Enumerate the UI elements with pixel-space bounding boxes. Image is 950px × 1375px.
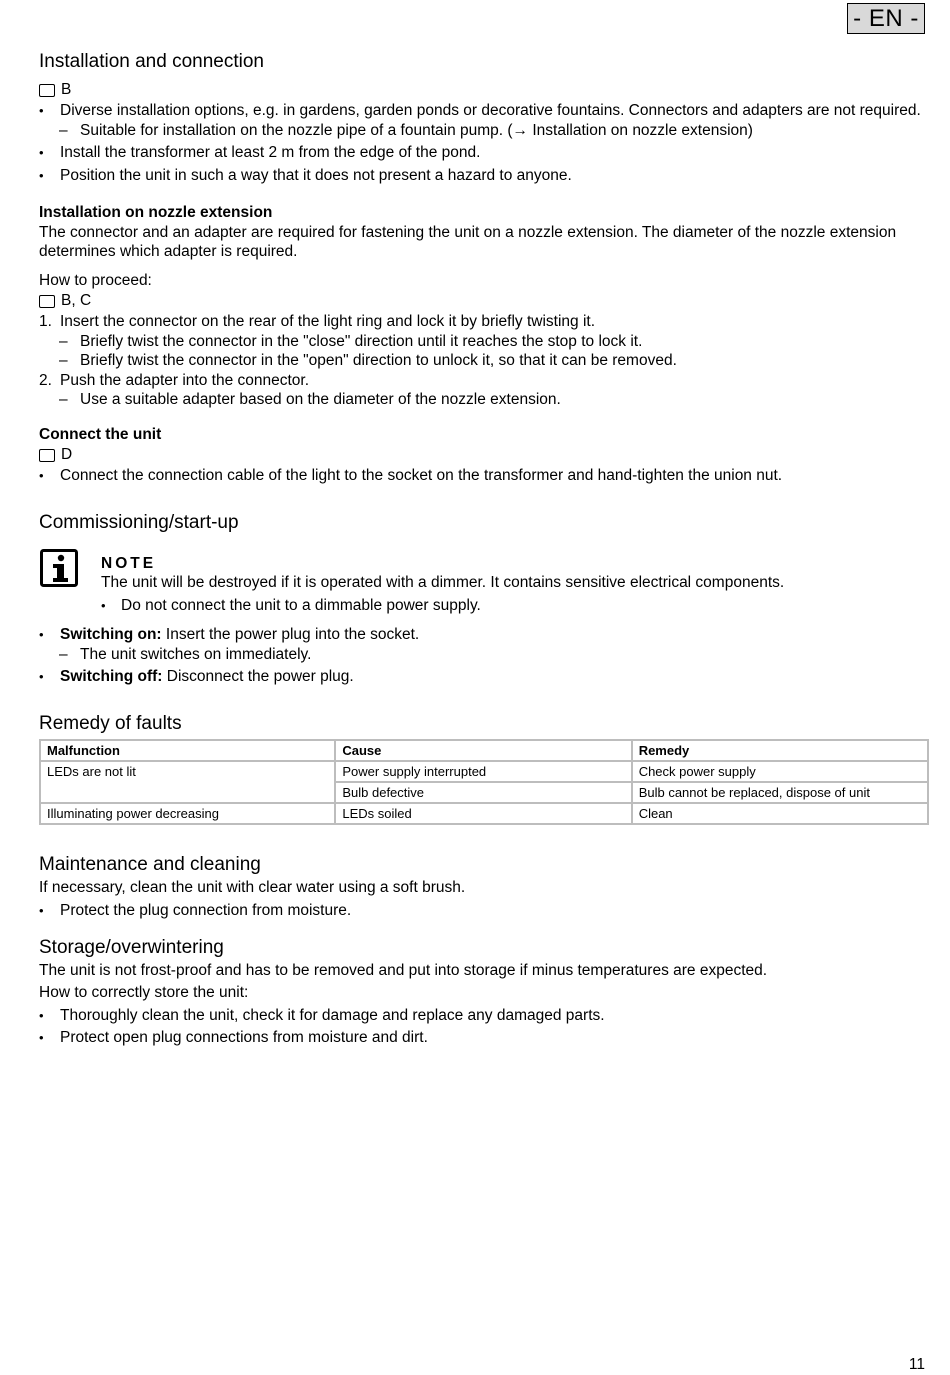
commissioning-section	[39, 511, 929, 687]
list-item: • Do not connect the unit to a dimmable power supply.	[101, 596, 929, 616]
step-number: 2.	[39, 371, 52, 389]
info-icon	[40, 549, 78, 587]
storage-list	[39, 1006, 929, 1048]
nozzle-heading: Installation on nozzle extension	[39, 204, 273, 221]
list-item: • Protect the plug connection from moisture.	[39, 901, 929, 921]
column-header: Malfunction	[40, 740, 335, 761]
table-row	[40, 803, 928, 824]
switching-on-text: Insert the power plug into the socket.	[161, 626, 420, 643]
list-item	[39, 625, 929, 664]
table-row	[40, 761, 928, 782]
table-cell: Bulb cannot be replaced, dispose of unit	[632, 782, 928, 803]
storage-text: The unit is not frost-proof and has to be removed and put into storage if minus temperatures are expected.	[39, 961, 768, 979]
figure-reference	[39, 290, 929, 312]
page-number: 11	[908, 1356, 925, 1373]
step-item	[39, 371, 929, 410]
note-title: NOTE	[101, 554, 157, 572]
list-item	[39, 667, 929, 687]
step-number: 1.	[39, 313, 52, 330]
figure-reference	[39, 79, 929, 101]
steps-list	[39, 312, 929, 410]
commissioning-heading: Commissioning/start-up	[39, 511, 239, 533]
table-cell: Check power supply	[632, 761, 928, 782]
faults-heading: Remedy of faults	[39, 712, 182, 734]
language-badge: - EN -	[847, 3, 925, 34]
nozzle-section	[39, 203, 929, 410]
column-header: Remedy	[632, 740, 928, 761]
figure-reference-label: B	[61, 81, 72, 99]
switching-list	[39, 625, 929, 687]
note-list	[101, 596, 929, 616]
column-header: Cause	[335, 740, 631, 761]
figure-book-icon	[39, 295, 55, 308]
list-item: • Connect the connection cable of the light to the socket on the transformer and hand-tighten the union nut.	[39, 466, 929, 486]
maintenance-heading: Maintenance and cleaning	[39, 853, 261, 875]
storage-how: How to correctly store the unit:	[39, 984, 249, 1001]
step-text: Insert the connector on the rear of the light ring and lock it by briefly twisting it.	[60, 313, 596, 330]
table-cell: Power supply interrupted	[335, 761, 631, 782]
nozzle-intro: The connector and an adapter are required for fastening the unit on a nozzle extension. The diameter of the nozzle extension determines which adapter is required.	[39, 223, 897, 260]
installation-section	[39, 50, 929, 185]
sub-list-item: – The unit switches on immediately.	[39, 645, 929, 665]
step-item	[39, 312, 929, 371]
switching-on-label: Switching on:	[60, 626, 162, 643]
figure-book-icon	[39, 449, 55, 462]
list-item: • Position the unit in such a way that it does not present a hazard to anyone.	[39, 166, 929, 186]
step-text: Push the adapter into the connector.	[60, 371, 310, 389]
list-item: • Install the transformer at least 2 m from the edge of the pond.	[39, 143, 929, 163]
table-cell: Bulb defective	[335, 782, 631, 803]
sub-list-item: – Use a suitable adapter based on the diameter of the nozzle extension.	[39, 390, 929, 410]
page-content	[39, 50, 929, 1051]
sub-list-item: – Briefly twist the connector in the "open" direction to unlock it, so that it can be removed.	[39, 351, 929, 371]
note-text: The unit will be destroyed if it is operated with a dimmer. It contains sensitive electrical components.	[101, 574, 785, 591]
table-cell: LEDs soiled	[335, 803, 631, 824]
installation-heading: Installation and connection	[39, 51, 264, 72]
list-item: • Thoroughly clean the unit, check it for damage and replace any damaged parts.	[39, 1006, 929, 1026]
storage-heading: Storage/overwintering	[39, 936, 224, 958]
figure-reference-label: D	[61, 446, 73, 464]
figure-book-icon	[39, 84, 55, 97]
sub-list-item: – Briefly twist the connector in the "close" direction until it reaches the stop to lock it.	[39, 332, 929, 352]
list-item: • Protect open plug connections from moisture and dirt.	[39, 1028, 929, 1048]
figure-reference	[39, 444, 929, 466]
faults-section	[39, 712, 929, 825]
faults-table	[39, 739, 929, 825]
sub-list-item: – Suitable for installation on the nozzle pipe of a fountain pump. (→ Installation on nozzle extension)	[39, 121, 929, 141]
table-cell: Illuminating power decreasing	[40, 803, 335, 824]
installation-list	[39, 101, 929, 185]
switching-off-text: Disconnect the power plug.	[162, 668, 354, 685]
note-box	[39, 554, 929, 616]
table-cell: Clean	[632, 803, 928, 824]
connect-section	[39, 425, 929, 486]
list-item	[39, 101, 929, 140]
table-cell: LEDs are not lit	[40, 761, 335, 803]
figure-reference-label: B, C	[61, 292, 92, 310]
table-header-row	[40, 740, 928, 761]
maintenance-text: If necessary, clean the unit with clear water using a soft brush.	[39, 878, 466, 896]
list-item-text: • Diverse installation options, e.g. in gardens, garden ponds or decorative fountains. Connectors and adapters are not required.	[60, 102, 921, 119]
connect-heading: Connect the unit	[39, 425, 162, 443]
how-to-proceed: How to proceed:	[39, 271, 152, 289]
connect-list	[39, 466, 929, 486]
maintenance-list	[39, 901, 929, 921]
storage-section	[39, 936, 929, 1048]
switching-off-label: Switching off:	[60, 668, 163, 685]
maintenance-section	[39, 853, 929, 921]
